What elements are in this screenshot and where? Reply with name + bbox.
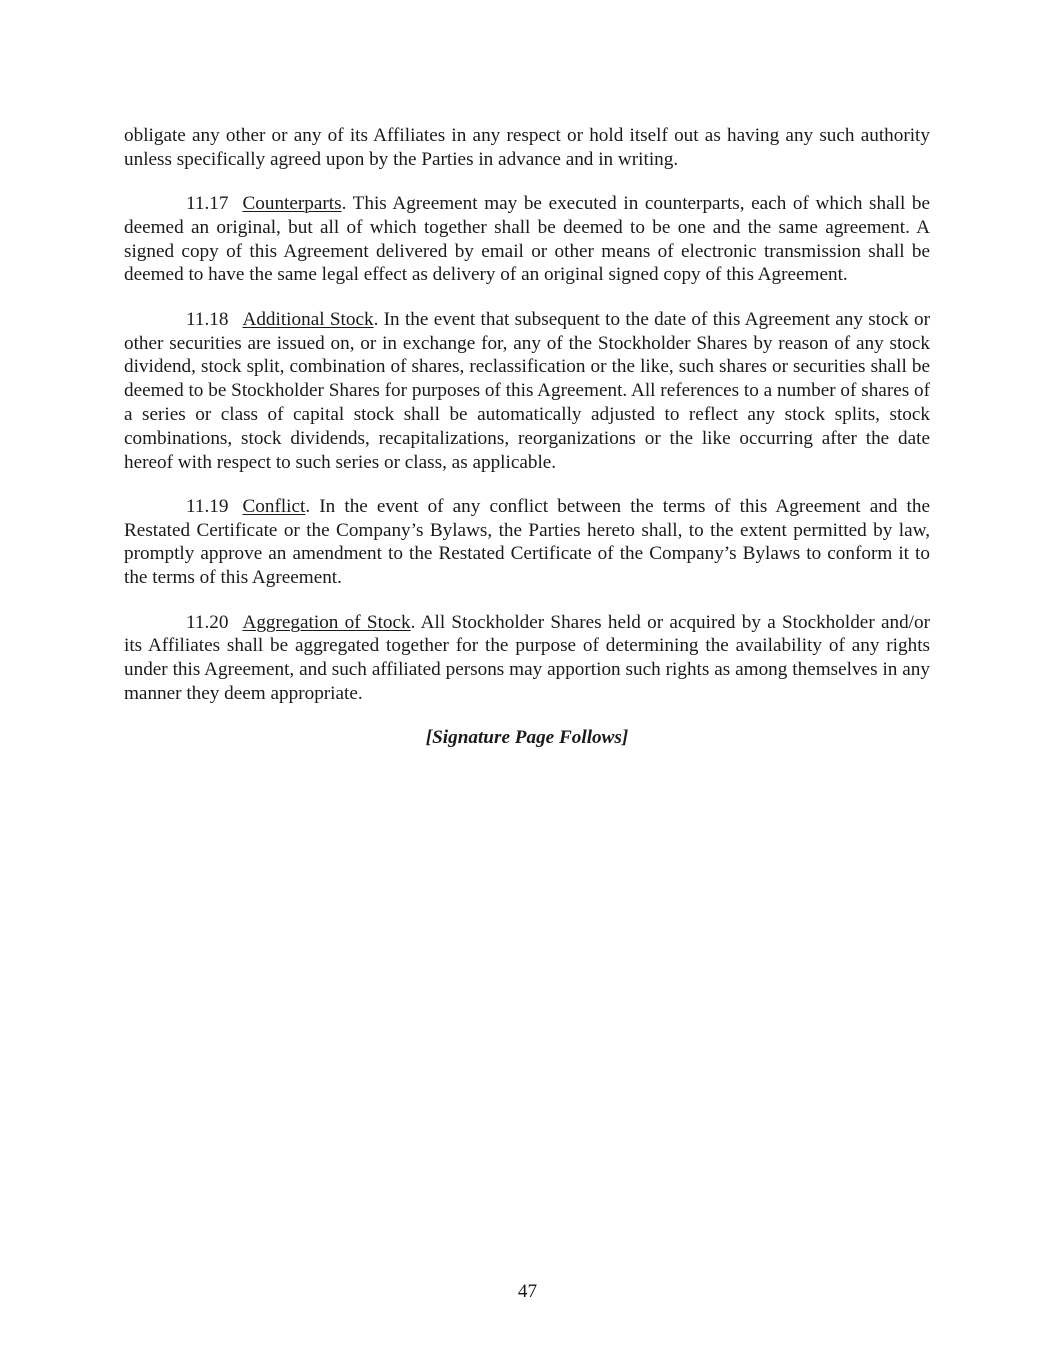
section-title: Counterparts bbox=[242, 193, 342, 215]
page-number: 47 bbox=[517, 1281, 538, 1302]
section-11-19 bbox=[124, 495, 930, 590]
section-11-17 bbox=[124, 192, 930, 287]
section-title: Aggregation of Stock bbox=[242, 611, 411, 633]
section-number: 11.20 bbox=[186, 611, 229, 633]
section-11-18 bbox=[124, 308, 930, 475]
section-body: . In the event that subsequent to the date of this Agreement any stock or other securities are issued on, or in exchange for, any of the Stockholder Shares by reason of any stock dividend, stock split, combination of shares, reclassification or the like, such shares or securities shall be deemed to be Stockholder Shares for purposes of this Agreement. All references to a number of shares of a series or class of capital stock shall be automatically adjusted to reflect any stock splits, stock combinations, stock dividends, recapitalizations, reorganizations or the like occurring after the date hereof with respect to such series or class, as applicable. bbox=[124, 308, 930, 473]
section-number: 11.19 bbox=[186, 495, 229, 517]
section-body: . This Agreement may be executed in counterparts, each of which shall be deemed an original, but all of which together shall be deemed to be one and the same agreement. A signed copy of this Agreement delivered by email or other means of electronic transmission shall be deemed to have the same legal effect as delivery of an original signed copy of this Agreement. bbox=[124, 193, 930, 286]
signature-page-follows-note: [Signature Page Follows] bbox=[425, 727, 629, 749]
document-page bbox=[124, 124, 930, 750]
continuation-paragraph: obligate any other or any of its Affiliates in any respect or hold itself out as having any such authority unless specifically agreed upon by the Parties in advance and in writing. bbox=[124, 125, 930, 170]
section-body: . All Stockholder Shares held or acquired by a Stockholder and/or its Affiliates shall be aggregated together for the purpose of determining the availability of any rights under this Agreement, and such affiliated persons may apportion such rights as among themselves in any manner they deem appropriate. bbox=[124, 611, 930, 704]
section-body: . In the event of any conflict between the terms of this Agreement and the Restated Certificate or the Company’s Bylaws, the Parties hereto shall, to the extent permitted by law, promptly approve an amendment to the Restated Certificate of the Company’s Bylaws to conform it to the terms of this Agreement. bbox=[124, 495, 930, 589]
section-number: 11.17 bbox=[186, 193, 229, 215]
section-number: 11.18 bbox=[186, 308, 229, 330]
section-11-20 bbox=[124, 611, 930, 706]
section-title: Conflict bbox=[242, 495, 306, 517]
section-title: Additional Stock bbox=[242, 308, 374, 330]
